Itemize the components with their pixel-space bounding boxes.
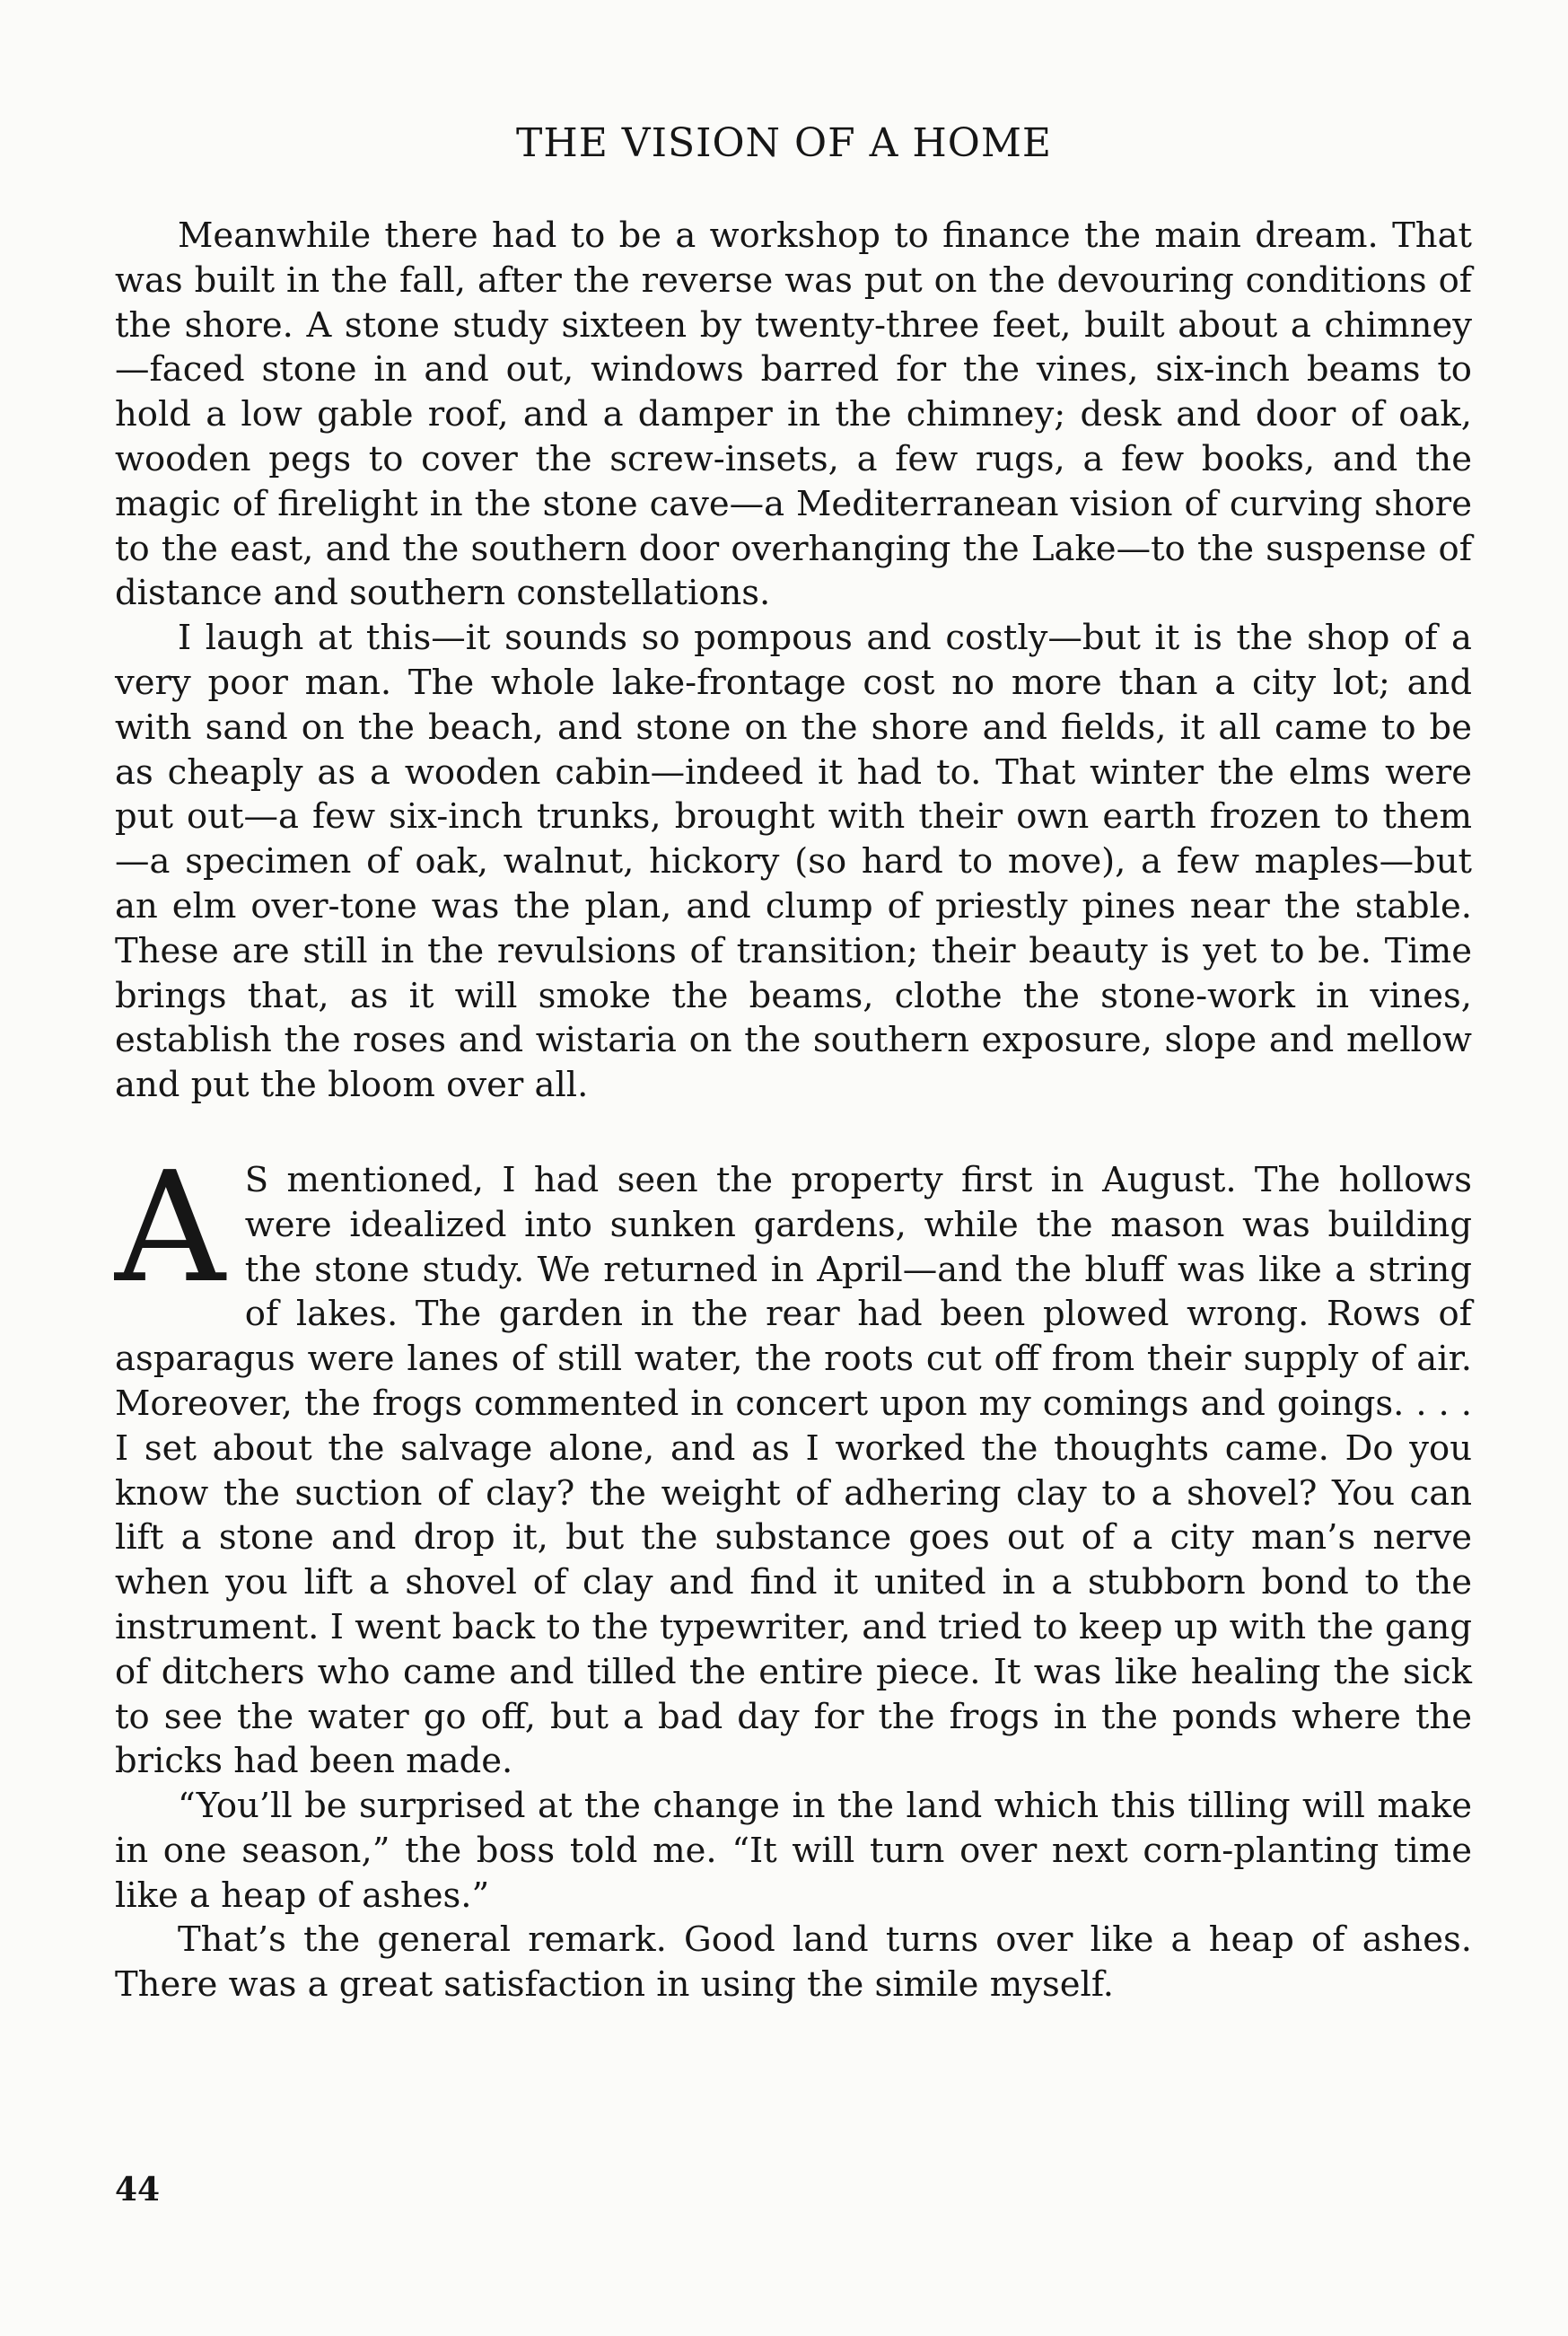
paragraph-3 [115,1138,1472,1784]
paragraph-3-text: S mentioned, I had seen the property first in August. The hollows were idealized into sunken gardens, while the mason was building the stone study. We returned in April—and the bluff was like a string of lakes. The garden in the rear had been plowed wrong. Rows of asparagus were lanes of still water, the roots cut off from their supply of air. Moreover, the frogs commented in concert upon my comings and goings. . . . I set about the salvage alone, and as I worked the thoughts came. Do you know the suction of clay? the weight of adhering clay to a shovel? You can lift a stone and drop it, but the substance goes out of a city man’s nerve when you lift a shovel of clay and find it united in a stubborn bond to the instrument. I went back to the typewriter, and tried to keep up with the gang of ditchers who came and tilled the entire piece. It was like healing the sick to see the water go off, but a bad day for the frogs in the ponds where the bricks had been made. [115,1159,1472,1782]
drop-cap: A [115,1138,225,1317]
paragraph-5: That’s the general remark. Good land turns over like a heap of ashes. There was a great satisfaction in using the simile myself. [115,1919,1472,2006]
paragraph-4: “You’ll be surprised at the change in the land which this tilling will make in one season,” the boss told me. “It will turn over next corn-planting time like a heap of ashes.” [115,1786,1472,1916]
page-number: 44 [115,2171,161,2209]
paragraph-1: Meanwhile there had to be a workshop to finance the main dream. That was built in the fall, after the reverse was put on the devouring conditions of the shore. A stone study sixteen by twenty-three feet, built about a chimney—faced stone in and out, windows barred for the vines, six-inch beams to hold a low gable roof, and a damper in the chimney; desk and door of oak, wooden pegs to cover the screw-insets, a few rugs, a few books, and the magic of firelight in the stone cave—a Mediterranean vision of curving shore to the east, and the southern door overhanging the Lake—to the suspense of distance and southern constellations. [115,215,1472,614]
body-text [115,214,1472,2007]
running-head: THE VISION OF A HOME [515,120,1053,166]
section-break [115,1108,1472,1158]
paragraph-2: I laugh at this—it sounds so pompous and costly—but it is the shop of a very poor man. The whole lake-frontage cost no more than a city lot; and with sand on the beach, and stone on the shore and fields, it all came to be as cheaply as a wooden cabin—indeed it had to. That winter the elms were put out—a few six-inch trunks, brought with their own earth frozen to them—a specimen of oak, walnut, hickory (so hard to move), a few maples—but an elm over-tone was the plan, and clump of priestly pines near the stable. These are still in the revulsions of transition; their beauty is yet to be. Time brings that, as it will smoke the beams, clothe the stone-work in vines, establish the roses and wistaria on the southern exposure, slope and mellow and put the bloom over all. [115,618,1472,1106]
